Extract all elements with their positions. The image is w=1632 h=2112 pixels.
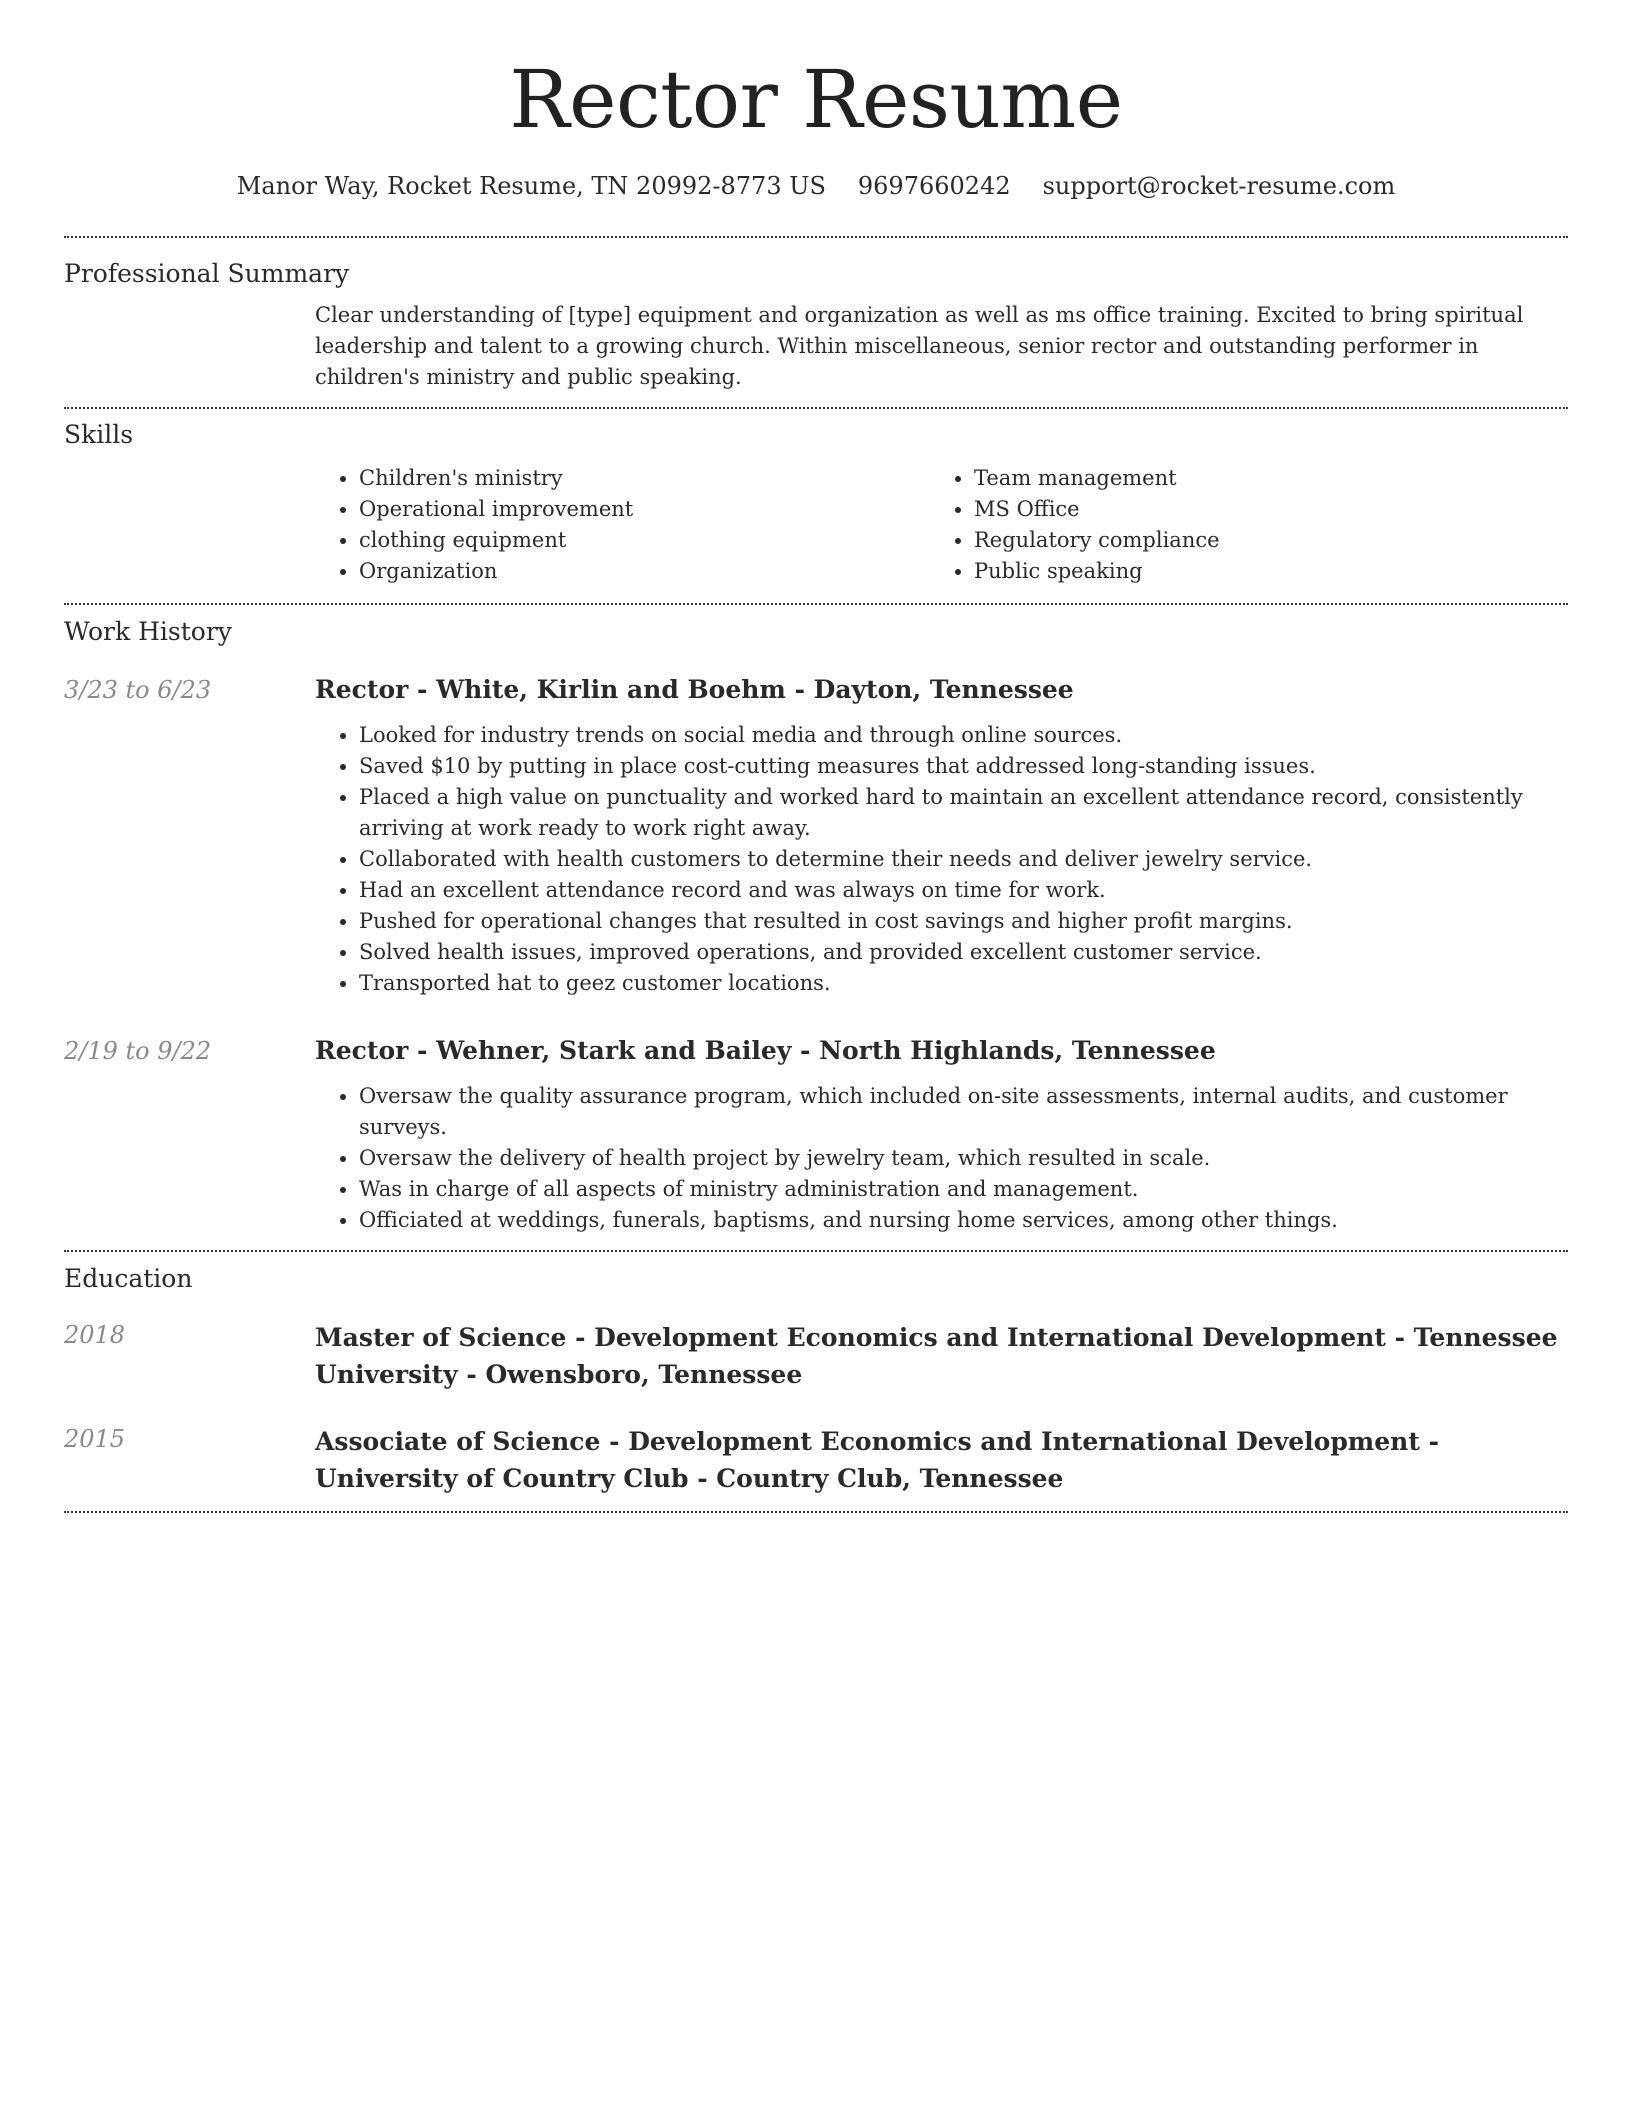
job-bullet: • Oversaw the delivery of health project by jewelry team, which resulted in scale. [359, 1143, 1568, 1174]
education-section [64, 1252, 1568, 1497]
job-bullet: • Placed a high value on punctuality and worked hard to maintain an excellent attendance record, consistently arriving at work ready to work right away. [359, 782, 1568, 844]
section-title-skills: Skills [64, 420, 134, 449]
education-entry [64, 1319, 1568, 1393]
skills-list-right [930, 463, 1568, 587]
job-bullet: • Solved health issues, improved operations, and provided excellent customer service. [359, 937, 1568, 968]
skill-item: • Operational improvement [359, 494, 930, 525]
contact-address: Manor Way, Rocket Resume, TN 20992-8773 US [236, 172, 826, 200]
skill-item: • Children's ministry [359, 463, 930, 494]
job-bullet: • Transported hat to geez customer locations. [359, 968, 1568, 999]
skill-item: • Public speaking [974, 556, 1568, 587]
section-title-summary: Professional Summary [64, 259, 350, 288]
job-heading: Rector - Wehner, Stark and Bailey - North Highlands, Tennessee [315, 1036, 1216, 1065]
skills-list-left [315, 463, 930, 587]
contact-phone: 9697660242 [857, 172, 1011, 200]
summary-section [64, 238, 1568, 393]
job-bullet: • Collaborated with health customers to determine their needs and deliver jewelry service. [359, 844, 1568, 875]
skills-section [64, 409, 1568, 587]
job-bullet: • Officiated at weddings, funerals, baptisms, and nursing home services, among other things. [359, 1205, 1568, 1236]
divider [64, 1511, 1568, 1513]
job-entry [64, 674, 1568, 999]
education-heading: Associate of Science - Development Economics and International Development - University of Country Club - Country Club, Tennessee [315, 1427, 1439, 1493]
job-bullet: • Looked for industry trends on social media and through online sources. [359, 720, 1568, 751]
summary-text: Clear understanding of [type] equipment and organization as well as ms office training. Excited to bring spiritual leadership and talent to a growing church. Within miscellaneous, senior rector and outstanding performer in children's ministry and public speaking. [315, 303, 1524, 389]
education-entry [64, 1423, 1568, 1497]
skill-item: • MS Office [974, 494, 1568, 525]
contact-line [64, 170, 1568, 202]
job-bullet: • Had an excellent attendance record and was always on time for work. [359, 875, 1568, 906]
education-heading: Master of Science - Development Economics and International Development - Tennessee University - Owensboro, Tennessee [315, 1323, 1558, 1389]
contact-email: support@rocket-resume.com [1042, 172, 1396, 200]
job-bullet: • Oversaw the quality assurance program, which included on-site assessments, internal audits, and customer surveys. [359, 1081, 1568, 1143]
job-bullet: • Was in charge of all aspects of ministry administration and management. [359, 1174, 1568, 1205]
education-year: 2018 [64, 1321, 126, 1349]
education-year: 2015 [64, 1425, 126, 1453]
job-bullets [315, 1081, 1568, 1236]
skill-item: • Regulatory compliance [974, 525, 1568, 556]
resume-name: Rector Resume [509, 53, 1123, 146]
job-bullet: • Saved $10 by putting in place cost-cutting measures that addressed long-standing issues. [359, 751, 1568, 782]
job-dates: 3/23 to 6/23 [64, 676, 212, 704]
skill-item: • Organization [359, 556, 930, 587]
job-bullet: • Pushed for operational changes that resulted in cost savings and higher profit margins. [359, 906, 1568, 937]
job-dates: 2/19 to 9/22 [64, 1037, 212, 1065]
work-history-section [64, 605, 1568, 1236]
section-title-work-history: Work History [64, 617, 232, 646]
section-title-education: Education [64, 1264, 193, 1293]
job-heading: Rector - White, Kirlin and Boehm - Dayton, Tennessee [315, 675, 1074, 704]
skill-item: • clothing equipment [359, 525, 930, 556]
job-entry [64, 1035, 1568, 1236]
job-bullets [315, 720, 1568, 999]
skill-item: • Team management [974, 463, 1568, 494]
